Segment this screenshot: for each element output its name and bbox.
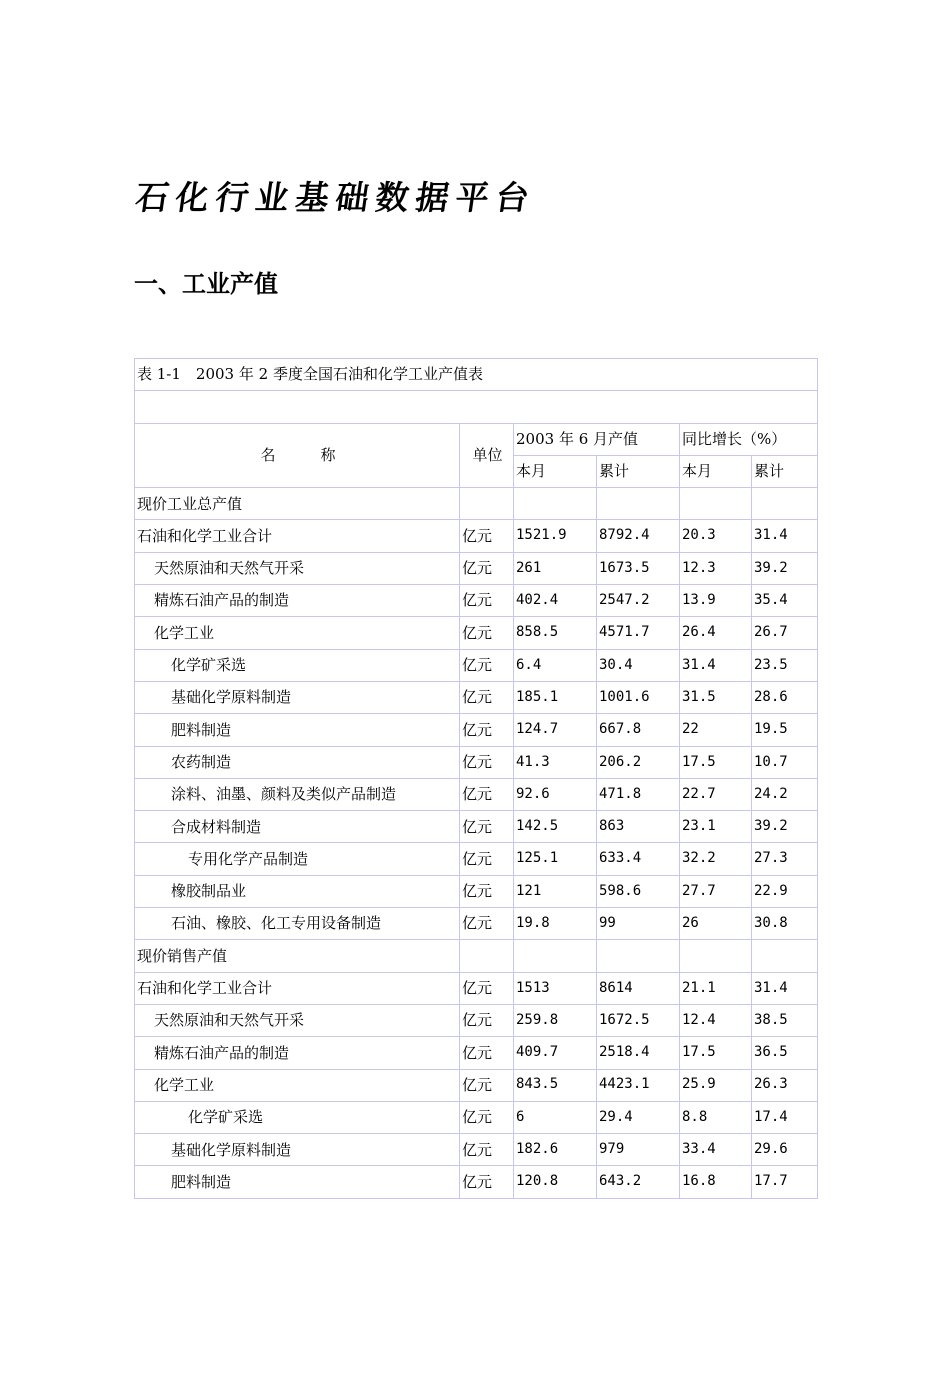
cell-cumulative: 1001.6 [597, 681, 680, 713]
cell-name: 肥料制造 [135, 1166, 460, 1198]
cell-unit: 亿元 [460, 908, 514, 940]
table-row [135, 1069, 818, 1101]
cell-month: 261 [514, 552, 597, 584]
cell-growth-cumulative: 17.4 [752, 1101, 818, 1133]
header-growth-cumulative: 累计 [752, 455, 818, 487]
cell-unit [460, 940, 514, 972]
cell-growth-month: 17.5 [680, 1037, 752, 1069]
cell-month: 19.8 [514, 908, 597, 940]
cell-name: 肥料制造 [135, 714, 460, 746]
cell-month: 6.4 [514, 649, 597, 681]
table-row [135, 908, 818, 940]
cell-growth-month: 26 [680, 908, 752, 940]
cell-name: 石油和化学工业合计 [135, 972, 460, 1004]
cell-growth-month: 16.8 [680, 1166, 752, 1198]
cell-name: 现价工业总产值 [135, 488, 460, 520]
table-row [135, 552, 818, 584]
cell-unit: 亿元 [460, 875, 514, 907]
cell-growth-month: 21.1 [680, 972, 752, 1004]
header-month: 本月 [514, 455, 597, 487]
cell-name: 石油和化学工业合计 [135, 520, 460, 552]
cell-unit: 亿元 [460, 552, 514, 584]
cell-growth-cumulative: 28.6 [752, 681, 818, 713]
table-row [135, 940, 818, 972]
table-row [135, 1101, 818, 1133]
cell-name: 精炼石油产品的制造 [135, 1037, 460, 1069]
cell-growth-cumulative: 38.5 [752, 1004, 818, 1036]
header-unit: 单位 [460, 423, 514, 488]
table-row [135, 649, 818, 681]
table-caption: 表 1-1 2003 年 2 季度全国石油和化学工业产值表 [135, 359, 818, 391]
cell-name: 化学工业 [135, 1069, 460, 1101]
cell-growth-month: 27.7 [680, 875, 752, 907]
cell-cumulative: 2518.4 [597, 1037, 680, 1069]
cell-unit: 亿元 [460, 714, 514, 746]
table-row [135, 811, 818, 843]
cell-month: 185.1 [514, 681, 597, 713]
cell-growth-cumulative: 22.9 [752, 875, 818, 907]
cell-month: 121 [514, 875, 597, 907]
cell-unit: 亿元 [460, 617, 514, 649]
cell-unit: 亿元 [460, 681, 514, 713]
cell-cumulative: 643.2 [597, 1166, 680, 1198]
cell-cumulative: 598.6 [597, 875, 680, 907]
header-cumulative: 累计 [597, 455, 680, 487]
table-row [135, 488, 818, 520]
cell-growth-month: 31.5 [680, 681, 752, 713]
cell-growth-cumulative: 26.7 [752, 617, 818, 649]
cell-name: 化学矿采选 [135, 649, 460, 681]
cell-name: 化学工业 [135, 617, 460, 649]
cell-growth-month: 22.7 [680, 778, 752, 810]
cell-cumulative: 863 [597, 811, 680, 843]
cell-growth-cumulative: 39.2 [752, 811, 818, 843]
cell-growth-month: 32.2 [680, 843, 752, 875]
table-row [135, 1004, 818, 1036]
cell-growth-cumulative: 24.2 [752, 778, 818, 810]
table-row [135, 843, 818, 875]
cell-name: 现价销售产值 [135, 940, 460, 972]
cell-month [514, 940, 597, 972]
cell-unit: 亿元 [460, 1134, 514, 1166]
cell-unit: 亿元 [460, 778, 514, 810]
cell-growth-cumulative: 23.5 [752, 649, 818, 681]
cell-name: 天然原油和天然气开采 [135, 552, 460, 584]
table-row [135, 681, 818, 713]
section-heading: 一、工业产值 [134, 270, 278, 298]
cell-unit [460, 488, 514, 520]
cell-growth-month [680, 488, 752, 520]
cell-cumulative: 2547.2 [597, 585, 680, 617]
cell-cumulative: 29.4 [597, 1101, 680, 1133]
cell-month: 120.8 [514, 1166, 597, 1198]
table-row [135, 1166, 818, 1198]
cell-name: 专用化学产品制造 [135, 843, 460, 875]
cell-cumulative [597, 488, 680, 520]
document-title: 石化行业基础数据平台 [132, 178, 539, 217]
cell-cumulative: 99 [597, 908, 680, 940]
cell-cumulative: 667.8 [597, 714, 680, 746]
cell-name: 合成材料制造 [135, 811, 460, 843]
cell-growth-cumulative: 17.7 [752, 1166, 818, 1198]
cell-month: 124.7 [514, 714, 597, 746]
cell-month: 125.1 [514, 843, 597, 875]
spacer-row [135, 391, 818, 423]
spacer-cell [135, 391, 818, 423]
cell-unit: 亿元 [460, 1166, 514, 1198]
cell-growth-cumulative: 19.5 [752, 714, 818, 746]
table-row [135, 617, 818, 649]
cell-month: 858.5 [514, 617, 597, 649]
cell-cumulative: 30.4 [597, 649, 680, 681]
cell-cumulative: 979 [597, 1134, 680, 1166]
cell-unit: 亿元 [460, 1004, 514, 1036]
cell-growth-cumulative: 29.6 [752, 1134, 818, 1166]
cell-unit: 亿元 [460, 1037, 514, 1069]
cell-growth-month: 31.4 [680, 649, 752, 681]
cell-cumulative: 471.8 [597, 778, 680, 810]
cell-unit: 亿元 [460, 649, 514, 681]
cell-growth-cumulative: 26.3 [752, 1069, 818, 1101]
cell-growth-cumulative [752, 488, 818, 520]
cell-month: 142.5 [514, 811, 597, 843]
table-row [135, 778, 818, 810]
cell-month: 1521.9 [514, 520, 597, 552]
cell-month [514, 488, 597, 520]
cell-cumulative: 8614 [597, 972, 680, 1004]
cell-growth-month: 25.9 [680, 1069, 752, 1101]
cell-growth-cumulative: 10.7 [752, 746, 818, 778]
cell-cumulative [597, 940, 680, 972]
cell-name: 涂料、油墨、颜料及类似产品制造 [135, 778, 460, 810]
cell-growth-cumulative: 31.4 [752, 520, 818, 552]
table-row [135, 1037, 818, 1069]
cell-cumulative: 4423.1 [597, 1069, 680, 1101]
cell-name: 精炼石油产品的制造 [135, 585, 460, 617]
cell-growth-month: 26.4 [680, 617, 752, 649]
cell-growth-month: 17.5 [680, 746, 752, 778]
cell-unit: 亿元 [460, 585, 514, 617]
table-row [135, 520, 818, 552]
cell-growth-month: 12.4 [680, 1004, 752, 1036]
cell-month: 259.8 [514, 1004, 597, 1036]
cell-growth-cumulative [752, 940, 818, 972]
cell-growth-month: 22 [680, 714, 752, 746]
table-row [135, 1134, 818, 1166]
cell-name: 基础化学原料制造 [135, 1134, 460, 1166]
cell-cumulative: 1672.5 [597, 1004, 680, 1036]
table-row [135, 746, 818, 778]
cell-growth-cumulative: 30.8 [752, 908, 818, 940]
header-name: 名 称 [135, 423, 460, 488]
cell-cumulative: 1673.5 [597, 552, 680, 584]
cell-unit: 亿元 [460, 1101, 514, 1133]
cell-growth-month: 23.1 [680, 811, 752, 843]
cell-growth-cumulative: 36.5 [752, 1037, 818, 1069]
cell-month: 41.3 [514, 746, 597, 778]
cell-growth-month: 33.4 [680, 1134, 752, 1166]
cell-cumulative: 633.4 [597, 843, 680, 875]
cell-growth-cumulative: 27.3 [752, 843, 818, 875]
cell-name: 化学矿采选 [135, 1101, 460, 1133]
cell-month: 1513 [514, 972, 597, 1004]
cell-growth-month: 12.3 [680, 552, 752, 584]
table-row [135, 972, 818, 1004]
table-row [135, 875, 818, 907]
cell-month: 402.4 [514, 585, 597, 617]
cell-unit: 亿元 [460, 520, 514, 552]
cell-name: 石油、橡胶、化工专用设备制造 [135, 908, 460, 940]
cell-month: 409.7 [514, 1037, 597, 1069]
cell-name: 橡胶制品业 [135, 875, 460, 907]
cell-cumulative: 206.2 [597, 746, 680, 778]
cell-month: 6 [514, 1101, 597, 1133]
cell-unit: 亿元 [460, 811, 514, 843]
cell-growth-month: 8.8 [680, 1101, 752, 1133]
cell-growth-month: 13.9 [680, 585, 752, 617]
cell-cumulative: 4571.7 [597, 617, 680, 649]
cell-name: 基础化学原料制造 [135, 681, 460, 713]
cell-unit: 亿元 [460, 1069, 514, 1101]
header-growth-group: 同比增长（%） [680, 423, 818, 455]
cell-growth-month [680, 940, 752, 972]
table-row [135, 585, 818, 617]
cell-unit: 亿元 [460, 746, 514, 778]
cell-cumulative: 8792.4 [597, 520, 680, 552]
cell-month: 843.5 [514, 1069, 597, 1101]
cell-growth-cumulative: 35.4 [752, 585, 818, 617]
cell-unit: 亿元 [460, 972, 514, 1004]
cell-growth-cumulative: 31.4 [752, 972, 818, 1004]
cell-name: 天然原油和天然气开采 [135, 1004, 460, 1036]
cell-growth-month: 20.3 [680, 520, 752, 552]
header-row-1 [135, 423, 818, 455]
cell-month: 182.6 [514, 1134, 597, 1166]
table-row [135, 714, 818, 746]
header-output-group: 2003 年 6 月产值 [514, 423, 680, 455]
cell-unit: 亿元 [460, 843, 514, 875]
cell-growth-cumulative: 39.2 [752, 552, 818, 584]
caption-row [135, 359, 818, 391]
output-value-table [134, 358, 818, 1199]
cell-name: 农药制造 [135, 746, 460, 778]
header-growth-month: 本月 [680, 455, 752, 487]
cell-month: 92.6 [514, 778, 597, 810]
